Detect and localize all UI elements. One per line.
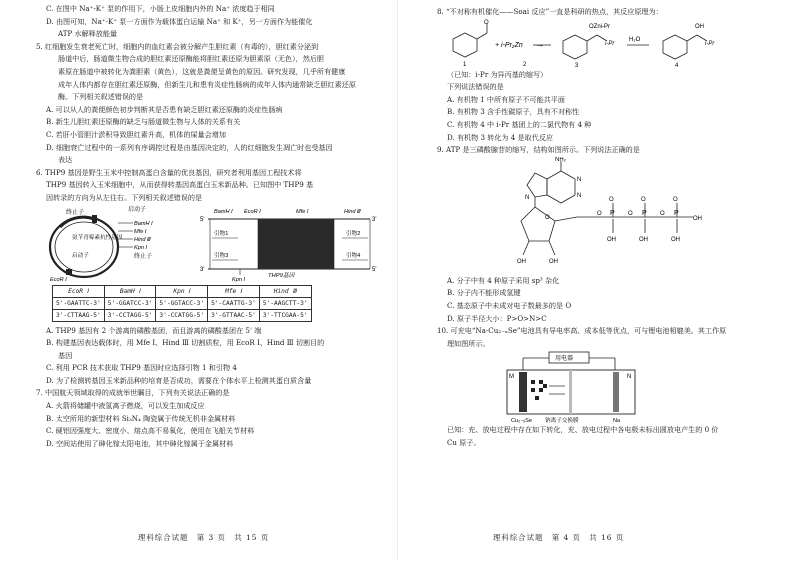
text-line: D. 原子半径大小：P>O>N>C bbox=[447, 313, 547, 323]
atp-o-link2: O bbox=[628, 210, 633, 217]
text-line: A. 有机物 1 中所有原子不可能共平面 bbox=[447, 94, 565, 104]
text-line: B. 构建基因表达载体时，用 Mfe Ⅰ、Hind Ⅲ 切割质粒，用 EcoR Ⅰ、Hind Ⅲ 切割目的 bbox=[46, 338, 325, 348]
question-10-note bbox=[437, 424, 782, 449]
atp-o-link3: O bbox=[660, 210, 665, 217]
footer-page-4: 理科综合试题 第 4 页 共 16 页 bbox=[493, 533, 625, 543]
page-4 bbox=[397, 0, 794, 561]
atp-structure bbox=[437, 157, 782, 275]
sodium-electrode bbox=[613, 372, 619, 412]
atp-p-gamma: P bbox=[674, 209, 679, 217]
text-line: 理如图所示。 bbox=[447, 338, 490, 348]
question-6-stem bbox=[36, 167, 389, 205]
enzyme-site-cell: 3'-CCATGG-5' bbox=[156, 309, 208, 321]
plasmid-label-terminator-right: 终止子 bbox=[134, 253, 153, 260]
enzyme-site-cell: 5'-AAGCTT-3' bbox=[259, 297, 311, 309]
strand-3-top: 3' bbox=[372, 216, 377, 223]
text-line: C. 在图中 Na⁺-K⁺ 泵的作用下，小肠上皮细胞内外的 Na⁺ 浓度趋于相同 bbox=[46, 4, 275, 13]
primer-2: 引物2 bbox=[346, 230, 361, 237]
text-line: 表达 bbox=[58, 155, 73, 165]
question-6-7-options bbox=[36, 325, 389, 451]
atp-p2-oh: OH bbox=[639, 236, 648, 243]
footer-page-3: 理科综合试题 第 3 页 共 15 页 bbox=[138, 533, 270, 543]
question-8-stem: 8. “不对称有机催化——Soai 反应”一直是科研的热点，其反应原理为： bbox=[437, 7, 663, 16]
text-line: A. 火箭将储罐中液氢离子燃烧，可以发生加成反应 bbox=[46, 401, 205, 411]
atp-p1-oh: OH bbox=[607, 236, 616, 243]
atp-p-alpha: P bbox=[610, 209, 615, 217]
question-5-block bbox=[36, 3, 389, 167]
atp-2-oh: OH bbox=[517, 258, 526, 265]
enzyme-site-cell: 5'-GGATCC-3' bbox=[104, 297, 156, 309]
atp-p-beta: P bbox=[642, 209, 647, 217]
reagent-diisopropylzinc: + i-Pr₂Zn bbox=[495, 41, 523, 49]
enzyme-site-cell: 5'-GGTACC-3' bbox=[156, 297, 208, 309]
atp-nh2: NH₂ bbox=[555, 156, 566, 163]
atp-terminal-oh: OH bbox=[693, 215, 702, 222]
text-line: A. THP9 基因有 2 个游离的磷酸基团，而且游离的磷酸基团在 5' 端 bbox=[46, 325, 262, 335]
text-line: C. 硬铝因强度大、密度小、熔点高不易氧化，使用在飞船关节材料 bbox=[46, 426, 255, 436]
atp-o-link1: O bbox=[597, 210, 602, 217]
text-line: D. 由图可知，Na⁺-K⁺ 泵一方面作为载体蛋白运输 Na⁺ 和 K⁺，另一方面作为能催化 bbox=[46, 16, 313, 26]
electrode-right-label: Na bbox=[613, 418, 621, 425]
atp-structure-svg bbox=[437, 157, 777, 275]
plasmid-label-kpni: Kpn Ⅰ bbox=[134, 244, 148, 251]
text-line: 因转录的方向为从左往右。下列相关叙述错误的是 bbox=[46, 192, 203, 202]
text-line: C. 基态原子中未成对电子数最多的是 O bbox=[447, 300, 572, 310]
plasmid-label-promoter-inner: 启动子 bbox=[72, 252, 89, 259]
lattice-particles bbox=[531, 380, 547, 400]
thp9-gene-diagram bbox=[200, 209, 376, 283]
question-9-stem: 9. ATP 是三磷酸腺苷的缩写，结构如图所示。下列说法正确的是 bbox=[437, 145, 640, 155]
text-line: D. 为了检测转基因玉米新品种的培育是否成功，需要在个体水平上检测其蛋白质含量 bbox=[46, 375, 312, 385]
text-line: C. 有机物 4 中 i-Pr 基团上的二氯代物有 4 种 bbox=[447, 119, 592, 129]
enzyme-header: Mfe Ⅰ bbox=[208, 285, 260, 297]
cathode-electrode bbox=[519, 372, 527, 412]
arrow-2-water: H₂O bbox=[629, 36, 641, 43]
question-9-options bbox=[437, 275, 782, 325]
membrane-label: 钠离子交换膜 bbox=[545, 418, 579, 425]
atp-ribose-o: O bbox=[545, 214, 550, 221]
plasmid-map bbox=[50, 205, 153, 283]
enzyme-site-cell: 3'-TTCGAA-5' bbox=[259, 309, 311, 321]
text-line: 肠道中后，肠道微生物合成的胆红素还原酶能将胆红素还原为胆素原（无色），然后胆 bbox=[58, 54, 325, 64]
text-line: A. 可以从人的粪便颜色初步判断其是否患有缺乏胆红素还原酶的炎症性肠病 bbox=[46, 104, 283, 114]
text-line: C. 若肝小管胆汁淤积导致胆红素升高，机体的屎量会增加 bbox=[46, 129, 226, 139]
text-line: 5. 红细胞发生衰老死亡时，细胞内的血红素会被分解产生胆红素（有毒的），胆红素分泌到 bbox=[36, 41, 319, 51]
plasmid-label-terminator-top: 终止子 bbox=[66, 209, 85, 216]
text-line: 酶。下列相关叙述错误的是 bbox=[58, 92, 144, 102]
plasmid-label-hindiii: Hind Ⅲ bbox=[134, 236, 151, 243]
enzyme-site-cell: 5'-GAATTC-3' bbox=[53, 297, 105, 309]
battery-diagram bbox=[437, 350, 782, 424]
mol1-aldehyde-o: O bbox=[484, 19, 489, 26]
atp-n9: N bbox=[525, 194, 530, 201]
plasmid-label-promoter-top: 启动子 bbox=[128, 206, 147, 213]
enzyme-header: EcoR Ⅰ bbox=[53, 285, 105, 297]
restriction-enzyme-table bbox=[52, 285, 312, 322]
text-line: A. 分子中有 4 种原子采用 sp³ 杂化 bbox=[447, 275, 560, 285]
ion-exchange-membrane bbox=[569, 370, 572, 414]
text-line: D. 有机物 3 转化为 4 是取代反应 bbox=[447, 132, 554, 142]
text-line: B. 有机物 3 含手性碳原子，具有不对称性 bbox=[447, 107, 580, 117]
plasmid-label-mfei: Mfe Ⅰ bbox=[134, 228, 147, 235]
mol4-oh: OH bbox=[695, 23, 704, 30]
adenine-ring bbox=[527, 161, 575, 203]
text-line: 基因 bbox=[58, 350, 73, 360]
question-6-figures bbox=[36, 205, 389, 283]
reaction-scheme-svg bbox=[437, 19, 782, 69]
primer-3: 引物3 bbox=[214, 252, 229, 259]
gene-site-mfei: Mfe Ⅰ bbox=[296, 208, 309, 215]
phosphate-chain bbox=[597, 203, 693, 233]
electrode-n-label: N bbox=[627, 374, 632, 381]
atp-p3-oh: OH bbox=[671, 236, 680, 243]
molecule-3 bbox=[563, 35, 607, 59]
text-line: 下列说法错误的是 bbox=[447, 82, 504, 92]
text-line: ATP 水解释放能量 bbox=[58, 29, 118, 39]
text-line: B. 新生儿胆红素还原酶的缺乏与肠道微生物与人体的关系有关 bbox=[46, 117, 241, 127]
enzyme-site-cell: 3'-CCTAGG-5' bbox=[104, 309, 156, 321]
plasmid-label-bamhi: BamH Ⅰ bbox=[134, 220, 153, 227]
question-10-stem bbox=[437, 325, 782, 350]
atp-n1: N bbox=[577, 176, 582, 183]
ribose-ring bbox=[521, 194, 597, 255]
gene-site-bamhi: BamH Ⅰ bbox=[214, 208, 233, 215]
load-device-label: 用电器 bbox=[555, 356, 574, 363]
primer-1: 引物1 bbox=[214, 230, 229, 237]
electrode-left-label: Cu₂₋ₓSe bbox=[511, 418, 532, 425]
enzyme-site-cell: 3'-GTTAAC-5' bbox=[208, 309, 260, 321]
enzyme-site-cell: 5'-CAATTG-3' bbox=[208, 297, 260, 309]
plasmid-and-gene-diagram bbox=[36, 205, 381, 283]
mol3-number: 3 bbox=[575, 62, 579, 69]
strand-5-bottom: 5' bbox=[372, 266, 377, 273]
strand-3-bottom: 3' bbox=[200, 266, 205, 273]
gene-site-kpni: Kpn Ⅰ bbox=[232, 276, 246, 283]
text-line: D. 细胞衰亡过程中的一系列有序调控过程是由基因决定的，人的红细胞发生凋亡时也受基因 bbox=[46, 142, 333, 152]
primer-4: 引物4 bbox=[346, 252, 361, 259]
text-line: 成年人体内都存在胆红素还原酶，但新生儿和患有炎症性肠病的成年人体内通常缺乏胆红素还原 bbox=[58, 79, 356, 89]
text-line: 已知：充、放电过程中存在如下转化，充、放电过程中各电极未标出圆放电产生的 0 价 bbox=[447, 425, 719, 435]
text-line: 7. 中国航天领域取得的成就举世瞩目，下列有关说法正确的是 bbox=[36, 388, 230, 398]
atp-p2-o: O bbox=[641, 196, 646, 203]
molecule-1 bbox=[453, 24, 487, 57]
text-line: （已知：i-Pr 为异丙基的缩写） bbox=[447, 69, 548, 79]
gene-site-ecori: EcoR Ⅰ bbox=[244, 208, 261, 215]
molecule-4 bbox=[663, 35, 707, 59]
arrow-1: → bbox=[535, 38, 544, 49]
strand-5-top: 5' bbox=[200, 216, 205, 223]
atp-p1-o: O bbox=[609, 196, 614, 203]
thp9-gene-label: THP9基因 bbox=[268, 272, 295, 279]
plasmid-label-amp-resistance: 氨苄青霉素抗性基因 bbox=[72, 234, 123, 241]
mol2-number: 2 bbox=[523, 61, 527, 68]
text-line: THP9 基因转入玉米细胞中，从而获得转基因高蛋白玉米新品种。已知图中 THP9 基 bbox=[46, 180, 314, 190]
atp-3-oh: OH bbox=[549, 258, 558, 265]
text-line: Cu 原子。 bbox=[447, 437, 481, 447]
text-line: B. 分子内不能形成氢键 bbox=[447, 288, 521, 298]
text-line: 6. THP9 基因是野生玉米中控制高蛋白含量的优良基因，研究者利用基因工程技术将 bbox=[36, 167, 302, 177]
atp-p3-o: O bbox=[673, 196, 678, 203]
mol3-ipr: i-Pr bbox=[605, 40, 615, 47]
electrode-m-label: M bbox=[509, 374, 514, 381]
text-line: 10. 可充电“Na-Cu₂₋ₓSe”电池具有导电率高、成本低等优点，可与锂电池相媲美。其工作原 bbox=[437, 326, 727, 336]
text-line: B. 太空所用的新型材料 Si₃N₄ 陶瓷属于传统无机非金属材料 bbox=[46, 413, 236, 423]
question-8-options bbox=[437, 69, 782, 145]
enzyme-header: BamH Ⅰ bbox=[104, 285, 156, 297]
soai-reaction-scheme bbox=[437, 19, 782, 69]
gene-site-hindiii: Hind Ⅲ bbox=[344, 208, 361, 215]
mol4-ipr: i-Pr bbox=[705, 40, 715, 47]
text-line: C. 利用 PCR 技术获取 THP9 基因时应选择引物 1 和引物 4 bbox=[46, 363, 237, 373]
mol4-number: 4 bbox=[675, 62, 679, 69]
enzyme-header: Hind Ⅲ bbox=[259, 285, 311, 297]
text-line: D. 空间站使用了砷化镓太阳电池，其中砷化镓属于金属材料 bbox=[46, 438, 234, 448]
mol1-number: 1 bbox=[463, 61, 467, 68]
atp-n3: N bbox=[577, 192, 582, 199]
plasmid-label-ecori: EcoR Ⅰ bbox=[50, 276, 67, 283]
text-line: 素原在肠道中被转化为粪胆素（黄色），这就是粪便呈黄色的原因。研究发现，几乎所有健康 bbox=[58, 66, 346, 76]
battery-diagram-svg bbox=[437, 350, 777, 424]
enzyme-header: Kpn Ⅰ bbox=[156, 285, 208, 297]
mol3-oznipr: OZni-Pr bbox=[589, 23, 610, 30]
enzyme-site-cell: 3'-CTTAAG-5' bbox=[53, 309, 105, 321]
thp9-gene-block bbox=[258, 219, 334, 269]
